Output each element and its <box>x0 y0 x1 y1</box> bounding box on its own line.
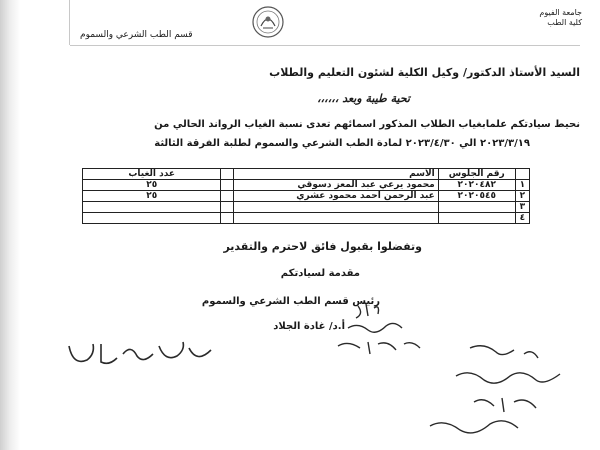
university-name: جامعة الفيوم <box>539 8 582 17</box>
row-seat-number: ٢٠٢٠٥٤٥ <box>438 191 515 202</box>
row-spacer <box>221 191 233 202</box>
row-index: ١ <box>515 180 529 191</box>
row-absence-count: ٢٥ <box>83 180 221 191</box>
handwritten-signature <box>65 336 215 370</box>
signer-title: رئيس قسم الطب الشرعي والسموم <box>201 296 380 307</box>
row-student-name: عبد الرحمن احمد محمود عشري <box>233 191 438 202</box>
row-absence-count: ٢٥ <box>83 191 221 202</box>
header-rule-vertical <box>69 0 70 45</box>
body-line-2: ٢٠٢٣/٣/١٩ الي ٢٠٢٣/٤/٣٠ لمادة الطب الشرعي والسموم لطلبة الفرقة الثالثة <box>154 138 530 149</box>
row-absence-count <box>83 202 221 213</box>
row-student-name <box>233 202 438 213</box>
header-name: الاسم <box>233 169 438 180</box>
header-absence-count: عدد الغياب <box>83 169 221 180</box>
row-index: ٣ <box>515 202 529 213</box>
greeting-line: تحية طيبة وبعد ،،،،،، <box>317 92 410 105</box>
absence-table <box>82 168 530 224</box>
university-logo-icon <box>250 4 286 40</box>
header-seat-number: رقم الجلوس <box>438 169 515 180</box>
handwritten-affairs-note <box>440 340 570 440</box>
row-student-name: محمود يرعي عبد المعز دسوقي <box>233 180 438 191</box>
row-spacer <box>221 180 233 191</box>
row-index: ٢ <box>515 191 529 202</box>
table-row <box>83 191 530 202</box>
addressee-line: السيد الأستاذ الدكتور/ وكيل الكلية لشئون التعليم والطلاب <box>269 66 580 79</box>
presented-line: مقدمة لسيادتكم <box>280 268 360 279</box>
university-block <box>502 8 582 28</box>
department-header: قسم الطب الشرعي والسموم <box>80 30 193 40</box>
table-row <box>83 180 530 191</box>
row-spacer <box>221 202 233 213</box>
row-absence-count <box>83 213 221 224</box>
row-spacer <box>221 213 233 224</box>
row-index: ٤ <box>515 213 529 224</box>
row-seat-number <box>438 213 515 224</box>
handwritten-received-note <box>318 300 428 362</box>
header-rule <box>70 45 580 46</box>
table-row <box>83 213 530 224</box>
faculty-name: كلية الطب <box>547 18 582 27</box>
row-seat-number: ٢٠٢٠٤٨٢ <box>438 180 515 191</box>
table-header-row <box>83 169 530 180</box>
body-line-1: نحيط سيادتكم علمابغياب الطلاب المذكور اسمائهم تعدى نسبة الغياب الرواند الحالي من <box>154 119 580 130</box>
header-spacer <box>221 169 233 180</box>
closing-line: وتفضلوا بقبول فائق لاحترم والتقدير <box>223 240 422 253</box>
table-row <box>83 202 530 213</box>
scan-edge-shadow <box>0 0 20 450</box>
row-seat-number <box>438 202 515 213</box>
signer-name: أ.د/ غادة الجلاد <box>273 321 345 332</box>
row-student-name <box>233 213 438 224</box>
header-index <box>515 169 529 180</box>
